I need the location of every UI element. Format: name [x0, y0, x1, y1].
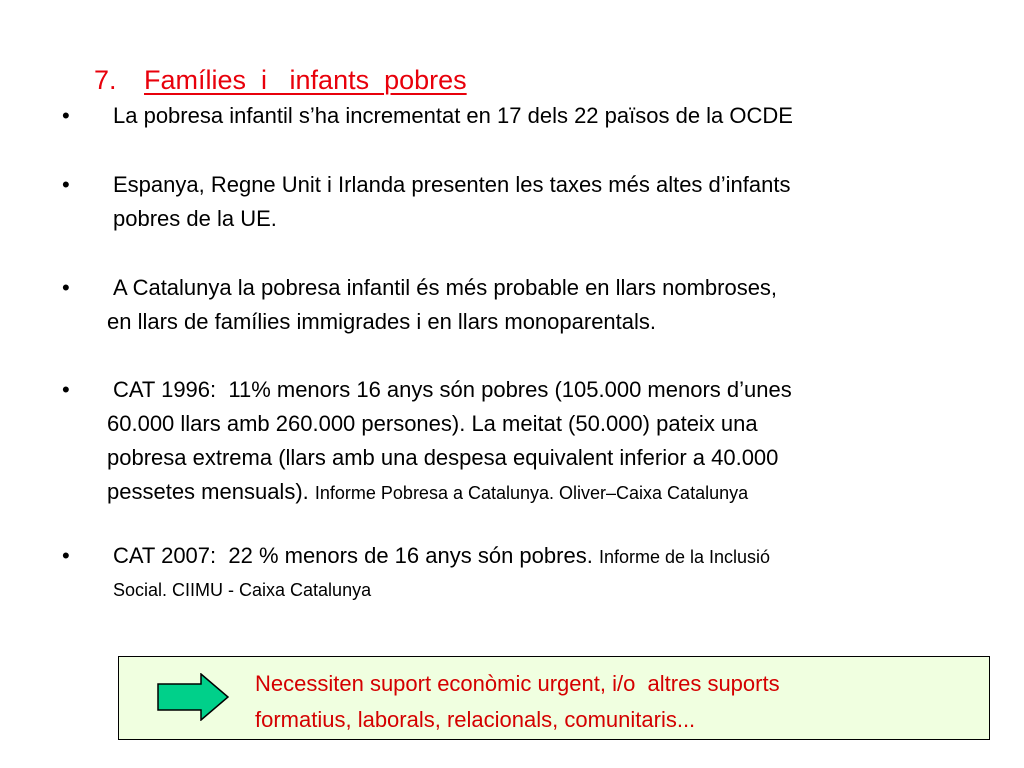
source-citation: Social. CIIMU - Caixa Catalunya: [113, 580, 372, 600]
bullet-icon: •: [62, 172, 70, 197]
bullet-icon: •: [62, 275, 70, 300]
title-number: 7.: [94, 65, 117, 95]
right-arrow-icon: [157, 673, 229, 721]
bullet-icon: •: [62, 543, 70, 568]
bullet-icon: •: [62, 377, 70, 402]
bullet-text: 60.000 llars amb 260.000 persones). La meitat (50.000) pateix una: [107, 411, 758, 436]
bullet-text: A Catalunya la pobresa infantil és més probable en llars nombroses,: [113, 275, 778, 300]
bullet-text: pobres de la UE.: [113, 206, 277, 231]
callout-text: Necessiten suport econòmic urgent, i/o altres suports: [255, 671, 780, 696]
bullet-text: CAT 1996: 11% menors 16 anys són pobres (105.000 menors d’unes: [113, 377, 792, 402]
bullet-text: pessetes mensuals).: [107, 479, 309, 504]
bullet-text: en llars de famílies immigrades i en llars monoparentals.: [107, 309, 657, 334]
bullet-icon: •: [62, 103, 70, 128]
bullet-text: Espanya, Regne Unit i Irlanda presenten les taxes més altes d’infants: [113, 172, 791, 197]
title-text: Famílies i infants pobres: [144, 65, 467, 95]
source-citation: Informe Pobresa a Catalunya. Oliver–Caixa Catalunya: [314, 483, 749, 503]
callout-text: formatius, laborals, relacionals, comunitaris...: [255, 707, 696, 732]
bullet-text: CAT 2007: 22 % menors de 16 anys són pobres.: [113, 543, 593, 568]
bullet-text: La pobresa infantil s’ha incrementat en 17 dels 22 països de la OCDE: [113, 103, 793, 128]
callout-box: [118, 656, 990, 740]
source-citation: Informe de la Inclusió: [598, 547, 771, 567]
bullet-text: pobresa extrema (llars amb una despesa equivalent inferior a 40.000: [107, 445, 779, 470]
